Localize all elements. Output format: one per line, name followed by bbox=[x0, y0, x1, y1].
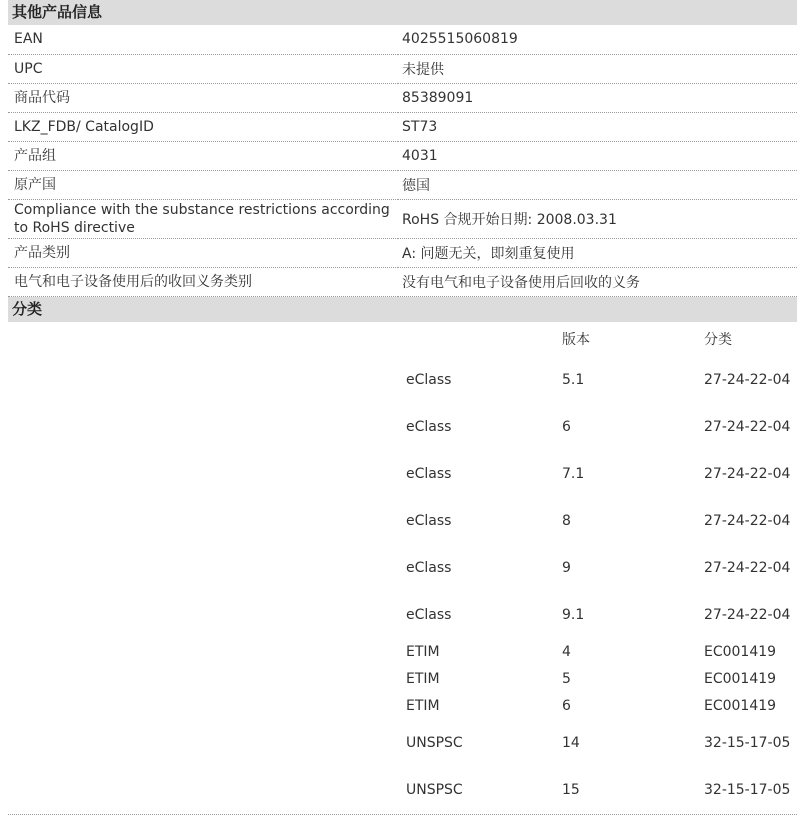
system-cell: eClass bbox=[406, 466, 452, 482]
system-cell: eClass bbox=[406, 513, 452, 529]
classification-spacer bbox=[8, 322, 402, 814]
class-cell: EC001419 bbox=[704, 671, 777, 687]
table-row bbox=[402, 767, 797, 814]
other-info-header: 其他产品信息 bbox=[8, 0, 797, 25]
version-column-header: 版本 bbox=[562, 332, 590, 348]
version-cell: 9.1 bbox=[562, 607, 585, 623]
commodity-code-value: 85389091 bbox=[398, 83, 797, 112]
weee-category-label: 电气和电子设备使用后的收回义务类别 bbox=[8, 267, 398, 296]
class-cell: EC001419 bbox=[704, 698, 777, 714]
class-cell: 32-15-17-05 bbox=[704, 735, 791, 751]
version-cell: 7.1 bbox=[562, 466, 585, 482]
product-info-panel bbox=[8, 0, 797, 815]
table-row bbox=[402, 357, 797, 404]
upc-value: 未提供 bbox=[398, 54, 797, 83]
ean-label: EAN bbox=[8, 25, 398, 54]
catalog-id-value: ST73 bbox=[398, 112, 797, 141]
product-group-label: 产品组 bbox=[8, 141, 398, 170]
table-row bbox=[8, 141, 797, 170]
classification-header: 分类 bbox=[8, 297, 797, 322]
table-row bbox=[8, 199, 797, 238]
system-cell: eClass bbox=[406, 372, 452, 388]
table-row bbox=[402, 498, 797, 545]
table-row bbox=[402, 639, 797, 666]
table-row bbox=[8, 170, 797, 199]
class-cell: 27-24-22-04 bbox=[704, 607, 791, 623]
system-cell: ETIM bbox=[406, 644, 440, 660]
table-row bbox=[402, 592, 797, 639]
system-cell: eClass bbox=[406, 607, 452, 623]
class-cell: 27-24-22-04 bbox=[704, 419, 791, 435]
version-cell: 8 bbox=[562, 513, 571, 529]
table-row bbox=[8, 25, 797, 54]
version-cell: 14 bbox=[562, 735, 580, 751]
system-cell: UNSPSC bbox=[406, 782, 463, 798]
weee-category-value: 没有电气和电子设备使用后回收的义务 bbox=[398, 267, 797, 296]
rohs-label: Compliance with the substance restrictions according to RoHS directive bbox=[8, 199, 398, 238]
system-cell: UNSPSC bbox=[406, 735, 463, 751]
version-cell: 9 bbox=[562, 560, 571, 576]
version-cell: 5.1 bbox=[562, 372, 585, 388]
table-row bbox=[402, 545, 797, 592]
version-cell: 6 bbox=[562, 419, 571, 435]
version-cell: 4 bbox=[562, 644, 571, 660]
system-column-header bbox=[402, 322, 562, 357]
table-row bbox=[8, 112, 797, 141]
upc-label: UPC bbox=[8, 54, 398, 83]
class-cell: 27-24-22-04 bbox=[704, 513, 791, 529]
table-row bbox=[402, 451, 797, 498]
table-row bbox=[8, 267, 797, 296]
table-row bbox=[402, 693, 797, 720]
table-row bbox=[402, 666, 797, 693]
version-cell: 6 bbox=[562, 698, 571, 714]
version-cell: 15 bbox=[562, 782, 580, 798]
country-of-origin-value: 德国 bbox=[398, 170, 797, 199]
product-group-value: 4031 bbox=[398, 141, 797, 170]
table-header-row bbox=[402, 322, 797, 357]
system-cell: ETIM bbox=[406, 671, 440, 687]
table-row bbox=[8, 83, 797, 112]
ean-value: 4025515060819 bbox=[398, 25, 797, 54]
other-info-table bbox=[8, 25, 797, 297]
product-category-value: A: 问题无关，即刻重复使用 bbox=[398, 238, 797, 267]
class-cell: 27-24-22-04 bbox=[704, 466, 791, 482]
system-cell: eClass bbox=[406, 419, 452, 435]
version-cell: 5 bbox=[562, 671, 571, 687]
classification-section bbox=[8, 322, 797, 815]
table-row bbox=[8, 238, 797, 267]
class-cell: 27-24-22-04 bbox=[704, 560, 791, 576]
product-category-label: 产品类别 bbox=[8, 238, 398, 267]
class-column-header: 分类 bbox=[704, 332, 732, 348]
system-cell: eClass bbox=[406, 560, 452, 576]
class-cell: 27-24-22-04 bbox=[704, 372, 791, 388]
catalog-id-label: LKZ_FDB/ CatalogID bbox=[8, 112, 398, 141]
rohs-value: RoHS 合规开始日期: 2008.03.31 bbox=[398, 199, 797, 238]
classification-table bbox=[402, 322, 797, 814]
country-of-origin-label: 原产国 bbox=[8, 170, 398, 199]
system-cell: ETIM bbox=[406, 698, 440, 714]
class-cell: EC001419 bbox=[704, 644, 777, 660]
table-row bbox=[402, 720, 797, 767]
table-row bbox=[8, 54, 797, 83]
commodity-code-label: 商品代码 bbox=[8, 83, 398, 112]
table-row bbox=[402, 404, 797, 451]
class-cell: 32-15-17-05 bbox=[704, 782, 791, 798]
